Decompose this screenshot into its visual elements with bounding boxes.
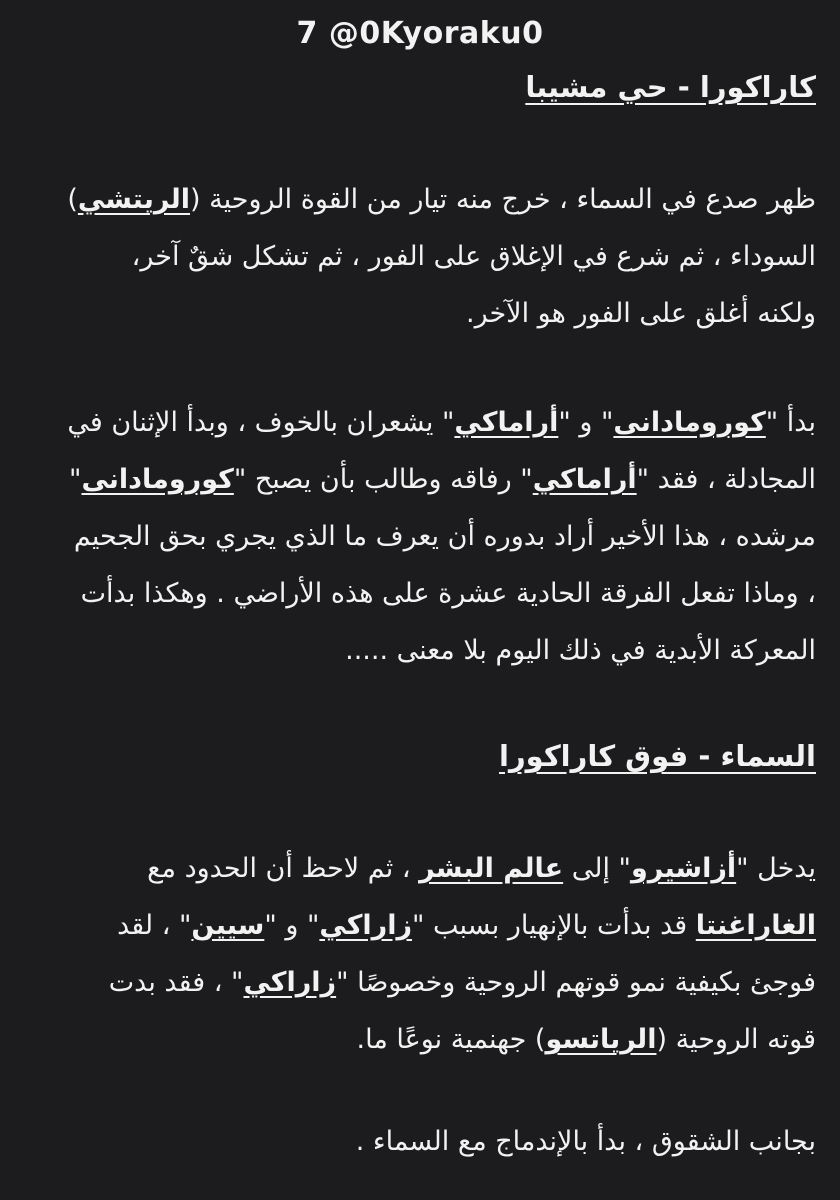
paren-open: ( [656, 1024, 667, 1055]
text-run: " يشعران بالخوف ، وبدأ الإثنان في المجادلة ، فقد " [67, 407, 816, 495]
text-run: السوداء ، ثم شرع في الإغلاق على الفور ، ثم تشكل شقٌ آخر، ولكنه أغلق على الفور هو الآخر. [131, 241, 816, 329]
spacer [66, 1068, 816, 1113]
paragraph [66, 171, 816, 342]
text-run: ظهر صدع في السماء ، خرج منه تيار من القوة الروحية [200, 184, 816, 215]
spacer [66, 342, 816, 394]
emphasized-name: زاراكي [319, 910, 412, 941]
section-heading: كاراكورا - حي مشيبا [525, 70, 816, 104]
emphasized-name: كورومادانى [81, 464, 234, 495]
emphasized-name: سيين [191, 910, 265, 941]
text-run: يدخل " [736, 853, 816, 884]
emphasized-name: أزاشيرو [630, 853, 737, 884]
paragraph [66, 394, 816, 679]
paren-close: ) [534, 1024, 546, 1055]
text-run: " و " [558, 407, 614, 438]
text-run: جهنمية نوعًا ما. [356, 1024, 535, 1055]
text-run: " ، لقد فوجئ بكيفية نمو قوتهم الروحية وخصوصًا " [117, 910, 816, 998]
emphasized-name: أراماكي [532, 464, 637, 495]
text-run: " ، فقد بدت قوته الروحية [108, 967, 816, 1055]
watermark-handle: 7 @0Kyoraku0 [296, 16, 544, 51]
spacer [66, 781, 816, 840]
emphasized-term: الغاراغنتا [695, 910, 816, 941]
text-run: " و " [264, 910, 320, 941]
spacer [66, 112, 816, 171]
emphasized-name: زاراكي [243, 967, 337, 998]
text-run: قد بدأت بالإنهيار بسبب " [412, 910, 696, 941]
emphasized-name: أراماكي [454, 407, 559, 438]
paragraph: بجانب الشقوق ، بدأ بالإندماج مع السماء . [355, 1126, 816, 1157]
emphasized-term: عالم البشر [419, 853, 564, 884]
text-run: بدأ " [765, 407, 816, 438]
text-run: " مرشده ، هذا الأخير أراد بدوره أن يعرف ما الذي يجري بحق الجحيم ، وماذا تفعل الفرقة الحادية عشرة على هذه الأراضي . وهكذا بدأت المعركة الأبدية في ذلك اليوم بلا معنى ..... [69, 464, 816, 666]
paren-close: ) [67, 184, 78, 215]
text-run: " رفاقه وطالب بأن يصبح " [233, 464, 533, 495]
text-run: ، ثم لاحظ أن الحدود مع [147, 853, 420, 884]
emphasized-name: كورومادانى [613, 407, 766, 438]
spacer [66, 679, 816, 731]
emphasized-term: الريتشي [77, 184, 191, 215]
document-body [66, 62, 816, 1170]
section-heading: السماء - فوق كاراكورا [499, 739, 816, 773]
paragraph [66, 840, 816, 1068]
text-run: " إلى [563, 853, 631, 884]
paren-open: ( [190, 184, 201, 215]
emphasized-term: الرياتسو [545, 1024, 657, 1055]
